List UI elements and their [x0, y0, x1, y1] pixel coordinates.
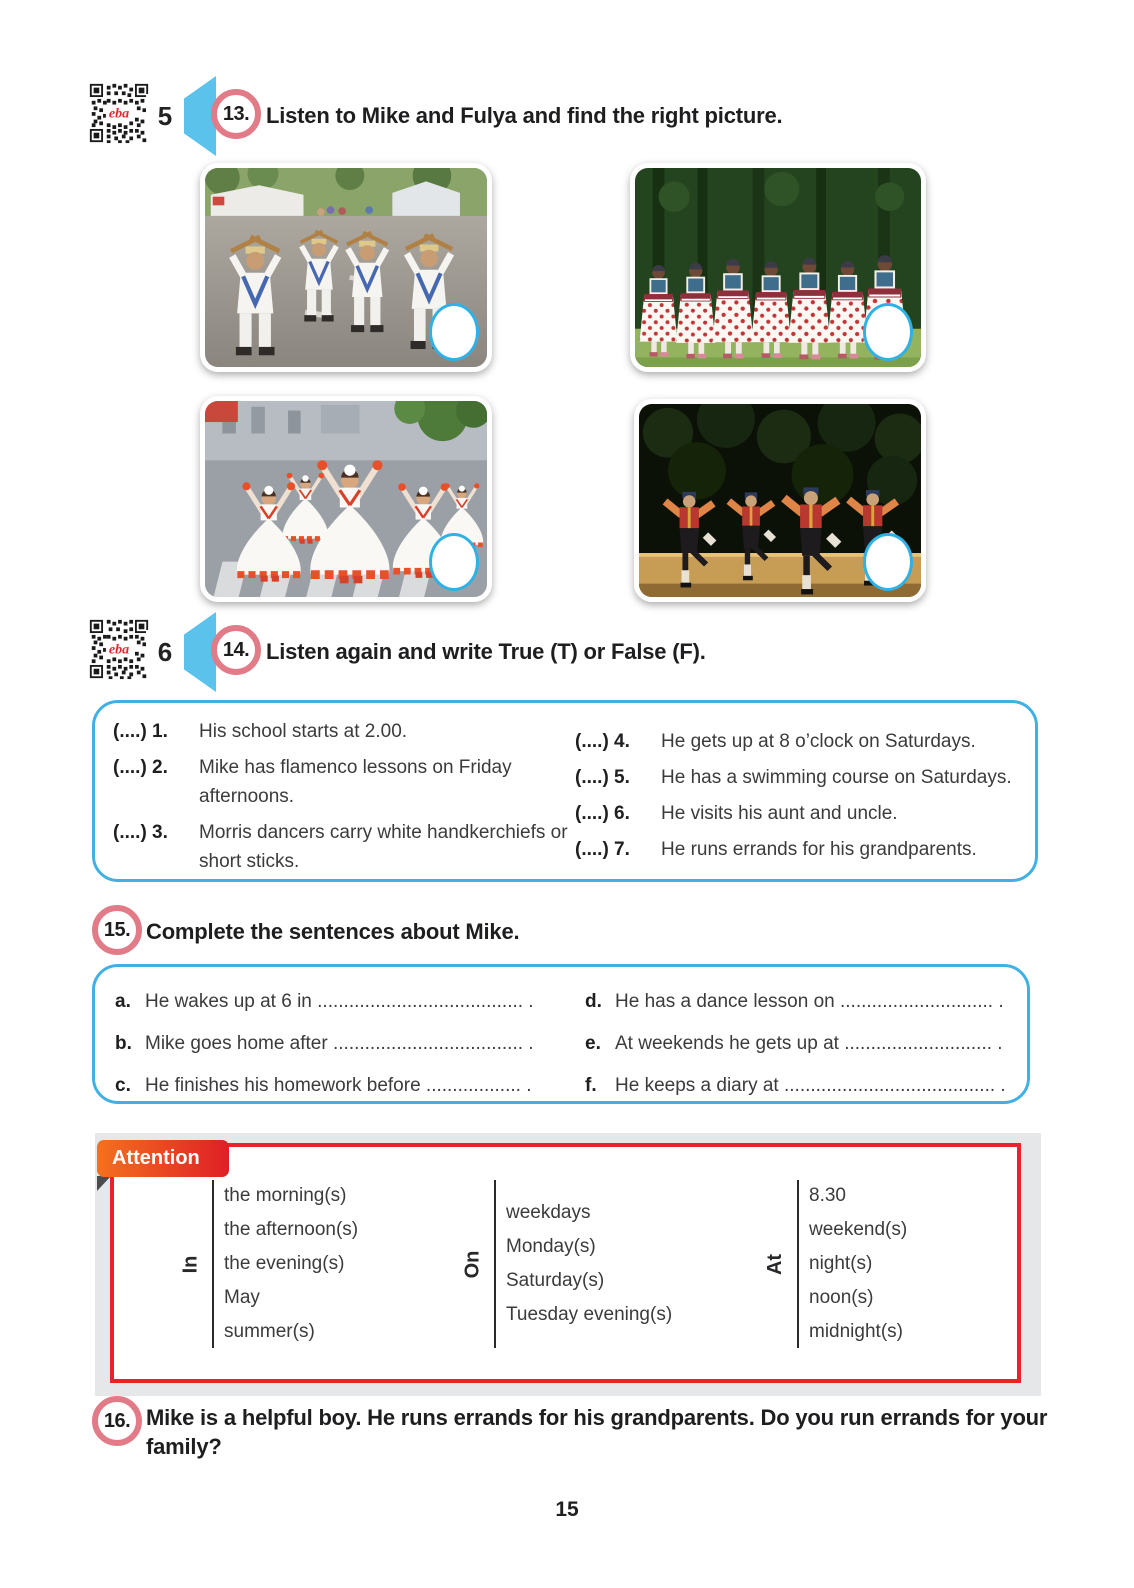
sentence-letter: f.	[585, 1075, 597, 1096]
divider	[494, 1180, 496, 1348]
attention-item: weekdays	[506, 1202, 591, 1223]
preposition-in-label: In	[179, 1255, 202, 1273]
tf-answer-blank[interactable]: (....) 5.	[575, 767, 630, 788]
divider	[212, 1180, 214, 1348]
attention-item: noon(s)	[809, 1287, 874, 1308]
attention-tab-fold	[97, 1176, 111, 1191]
tf-item-7	[575, 835, 1021, 864]
exercise-number-text: 16.	[103, 1409, 131, 1432]
tf-item-6	[575, 799, 1021, 828]
attention-item: midnight(s)	[809, 1321, 903, 1342]
tf-item-1	[113, 717, 575, 746]
divider	[797, 1180, 799, 1348]
sentence-letter: c.	[115, 1075, 131, 1096]
true-false-box	[92, 700, 1038, 882]
audio-track-number: 5	[157, 101, 173, 131]
tf-answer-blank[interactable]: (....) 6.	[575, 803, 630, 824]
sentence-with-blank[interactable]: He has a dance lesson on ............................. .	[615, 991, 1004, 1012]
exercise-16-number	[92, 1396, 142, 1446]
sentence-with-blank[interactable]: He keeps a diary at ........................................ .	[615, 1075, 1006, 1096]
attention-tab	[97, 1140, 229, 1177]
tf-item-5	[575, 763, 1021, 792]
tf-statement: Mike has flamenco lessons on Friday afternoons.	[199, 757, 512, 807]
attention-item: the afternoon(s)	[224, 1219, 359, 1240]
sentence-c	[115, 1071, 585, 1100]
answer-circle-2[interactable]	[863, 303, 913, 361]
tf-item-2	[113, 753, 575, 811]
photo-stage-folk-dance	[634, 399, 926, 602]
tf-answer-blank[interactable]: (....) 3.	[113, 822, 168, 843]
tf-statement: He runs errands for his grandparents.	[661, 839, 977, 860]
exercise-14-title: Listen again and write True (T) or False (F).	[266, 639, 706, 664]
qr-eba-label: eba	[108, 641, 130, 658]
photo-folk-dancers-line	[630, 163, 926, 372]
exercise-15-title: Complete the sentences about Mike.	[146, 919, 520, 944]
sentences-column-right	[585, 987, 1015, 1096]
tf-item-3	[113, 818, 575, 876]
exercise-16-title: Mike is a helpful boy. He runs errands for his grandparents. Do you run errands for your family?	[146, 1405, 1048, 1459]
photo-flamenco-dancers	[200, 396, 492, 602]
attention-item: the evening(s)	[224, 1253, 345, 1274]
sentence-f	[585, 1071, 1015, 1100]
attention-column-on	[460, 1178, 672, 1350]
attention-item: summer(s)	[224, 1321, 315, 1342]
exercise-number-text: 13.	[222, 102, 250, 125]
tf-statement: Morris dancers carry white handkerchiefs or short sticks.	[199, 822, 568, 872]
attention-item: night(s)	[809, 1253, 873, 1274]
tf-item-4	[575, 727, 1021, 756]
sentence-with-blank[interactable]: Mike goes home after .................................... .	[145, 1033, 534, 1054]
preposition-at-label: At	[764, 1253, 787, 1275]
exercise-13-number	[211, 89, 261, 139]
tf-column-left	[113, 717, 575, 871]
attention-item: weekend(s)	[809, 1219, 908, 1240]
attention-label: Attention	[112, 1147, 200, 1169]
exercise-13-title: Listen to Mike and Fulya and find the right picture.	[266, 103, 783, 128]
qr-code-icon	[88, 618, 150, 680]
sentence-a	[115, 987, 585, 1016]
sentence-letter: a.	[115, 991, 131, 1012]
sentence-with-blank[interactable]: He wakes up at 6 in ....................................... .	[145, 991, 534, 1012]
answer-circle-1[interactable]	[429, 303, 479, 361]
attention-item: 8.30	[809, 1185, 846, 1206]
sentence-d	[585, 987, 1015, 1016]
audio-track-number: 6	[157, 637, 173, 667]
answer-circle-3[interactable]	[429, 533, 479, 591]
tf-column-right	[575, 717, 1021, 871]
tf-statement: His school starts at 2.00.	[199, 721, 408, 742]
tf-answer-blank[interactable]: (....) 4.	[575, 731, 630, 752]
exercise-number-text: 14.	[222, 638, 250, 661]
tf-answer-blank[interactable]: (....) 1.	[113, 721, 168, 742]
attention-item: Saturday(s)	[506, 1270, 605, 1291]
sentences-column-left	[115, 987, 585, 1096]
attention-item: Tuesday evening(s)	[506, 1304, 673, 1325]
exercise-14-number	[211, 625, 261, 675]
attention-item: Monday(s)	[506, 1236, 596, 1257]
complete-sentences-box	[92, 964, 1030, 1104]
attention-item: May	[224, 1287, 260, 1308]
attention-column-at	[763, 1178, 907, 1350]
sentence-with-blank[interactable]: He finishes his homework before .................. .	[145, 1075, 532, 1096]
preposition-on-label: On	[461, 1250, 484, 1278]
attention-item: the morning(s)	[224, 1185, 347, 1206]
tf-statement: He visits his aunt and uncle.	[661, 803, 898, 824]
tf-answer-blank[interactable]: (....) 7.	[575, 839, 630, 860]
sentence-e	[585, 1029, 1015, 1058]
sentence-letter: d.	[585, 991, 602, 1012]
tf-answer-blank[interactable]: (....) 2.	[113, 757, 168, 778]
sentence-b	[115, 1029, 585, 1058]
photo-morris-dancers	[200, 163, 492, 372]
tf-statement: He gets up at 8 o’clock on Saturdays.	[661, 731, 976, 752]
sentence-letter: e.	[585, 1033, 601, 1054]
attention-column-in	[178, 1178, 358, 1350]
qr-code-icon	[88, 82, 150, 144]
exercise-number-text: 15.	[103, 918, 131, 941]
tf-statement: He has a swimming course on Saturdays.	[661, 767, 1012, 788]
answer-circle-4[interactable]	[863, 533, 913, 591]
sentence-letter: b.	[115, 1033, 132, 1054]
page-number: 15	[555, 1498, 579, 1521]
sentence-with-blank[interactable]: At weekends he gets up at ............................ .	[615, 1033, 1003, 1054]
qr-eba-label: eba	[108, 105, 130, 122]
exercise-15-number	[92, 905, 142, 955]
